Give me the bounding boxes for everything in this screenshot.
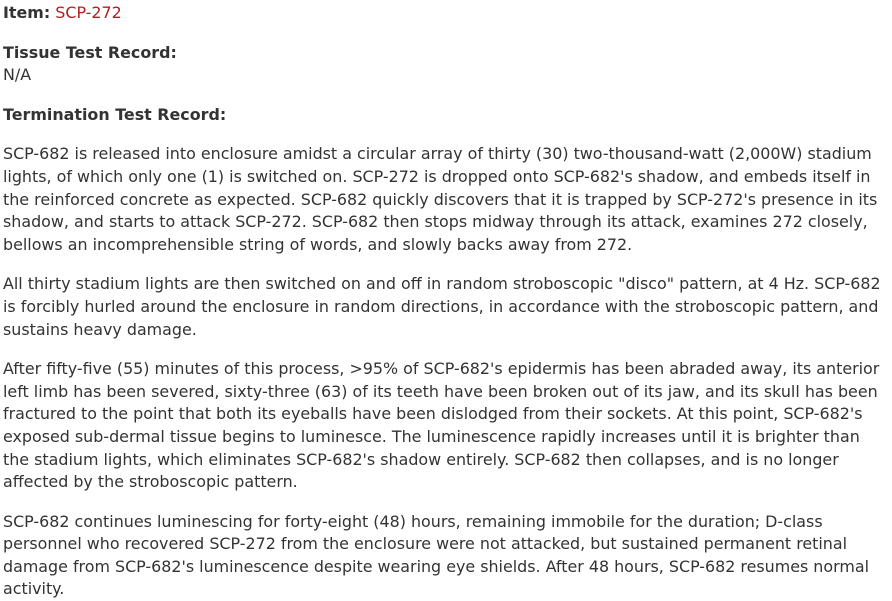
tissue-test-value: N/A [3, 65, 32, 85]
termination-paragraph: SCP-682 is released into enclosure amidst a circular array of thirty (30) two-thousand-watt (2,000W) stadium lights, of which only one (1) is switched on. SCP-272 is dropped onto SCP-682's shadow, and embeds itself in the reinforced concrete as expected. SCP-682 quickly discovers that it is trapped by SCP-272's presence in its shadow, and starts to attack SCP-272. SCP-682 then stops midway through its attack, examines 272 closely, bellows an incomprehensible string of words, and slowly backs away from 272. [3, 144, 878, 254]
tissue-test-heading: Tissue Test Record: [3, 42, 177, 62]
spacer [3, 25, 890, 42]
item-link[interactable]: SCP-272 [55, 3, 122, 22]
termination-paragraph: SCP-682 continues luminescing for forty-eight (48) hours, remaining immobile for the duration; D-class personnel who recovered SCP-272 from the enclosure were not attacked, but sustained permanent retinal damage from SCP-682's luminescence despite wearing eye shields. After 48 hours, SCP-682 resumes normal activity. [3, 511, 869, 599]
termination-paragraph: All thirty stadium lights are then switched on and off in random stroboscopic "disco" pattern, at 4 Hz. SCP-682 is forcibly hurled around the enclosure in random directions, in accordance with the stroboscopic pattern, and sustains heavy damage. [3, 274, 881, 339]
item-line [3, 2, 890, 25]
termination-test-heading: Termination Test Record: [3, 104, 227, 124]
spacer [3, 87, 890, 104]
tissue-test-section [3, 42, 890, 87]
item-label: Item: [3, 3, 51, 22]
spacer [3, 126, 890, 143]
termination-paragraph: After fifty-five (55) minutes of this process, >95% of SCP-682's epidermis has been abraded away, its anterior left limb has been severed, sixty-three (63) of its teeth have been broken out of its jaw, and its skull has been fractured to the point that both its eyeballs have been dislodged from their sockets. At this point, SCP-682's exposed sub-dermal tissue begins to luminesce. The luminescence rapidly increases until it is brighter than the stadium lights, which eliminates SCP-682's shadow entirely. SCP-682 then collapses, and is no longer affected by the stroboscopic pattern. [3, 359, 880, 492]
termination-test-section [3, 104, 890, 601]
